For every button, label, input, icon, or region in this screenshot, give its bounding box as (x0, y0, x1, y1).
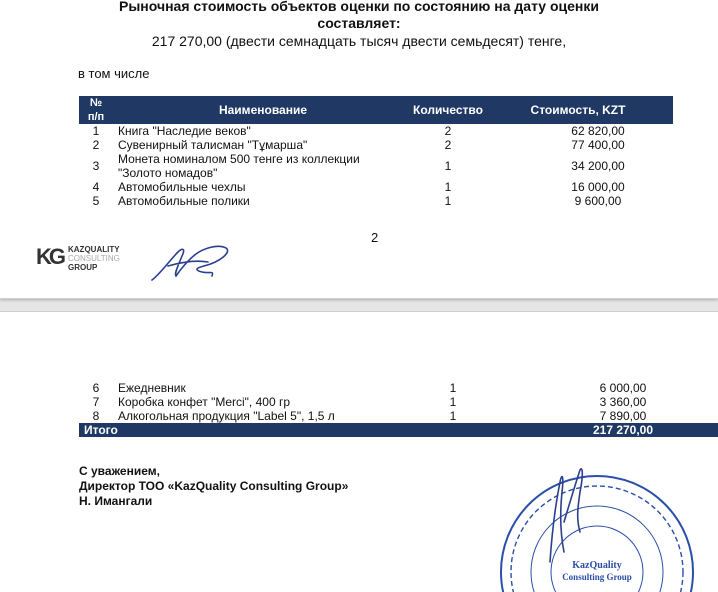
header-qty: Количество (413, 96, 483, 124)
row-qty: 1 (449, 395, 457, 409)
logo-text-line1: KAZQUALITY (68, 245, 120, 254)
table-row (79, 152, 673, 180)
row-num: 5 (92, 194, 100, 208)
director-signature (530, 462, 600, 572)
handwritten-signature (148, 240, 238, 285)
total-qty-empty (418, 423, 488, 437)
table-row (79, 138, 673, 152)
row-name: Книга "Наследие веков" (118, 124, 251, 138)
table-row (79, 180, 673, 194)
document-title-line2: составляет: (317, 15, 401, 31)
stamp-name-line2: Consulting Group (562, 572, 632, 582)
signature-block (79, 464, 348, 509)
stamp-name-line1: KazQuality (572, 560, 622, 571)
logo-mark: KG (36, 244, 63, 269)
table-row (79, 124, 673, 138)
row-num: 3 (92, 159, 100, 173)
company-logo (36, 244, 156, 274)
row-name: Автомобильные чехлы (118, 180, 246, 194)
director-line: Директор ТОО «KazQuality Consulting Group» (79, 479, 349, 493)
total-row (79, 423, 718, 437)
row-name: Коробка конфет "Merci", 400 гр (118, 395, 290, 409)
total-value: 217 270,00 (488, 423, 718, 437)
row-num: 6 (92, 381, 100, 395)
row-num: 8 (92, 409, 100, 423)
row-name: Автомобильные полики (118, 194, 250, 208)
table-row (79, 409, 718, 423)
director-name: Н. Имангали (79, 494, 153, 508)
items-table (79, 96, 673, 208)
table-header-row (79, 96, 673, 124)
row-name: Ежедневник (118, 381, 186, 395)
logo-text-line2: CONSULTING (68, 254, 120, 263)
row-num: 4 (92, 180, 100, 194)
header-name: Наименование (113, 96, 413, 124)
row-qty: 2 (444, 138, 452, 152)
logo-text-line3: GROUP (68, 263, 98, 272)
row-cost: 62 820,00 (571, 124, 625, 138)
document-page-2 (0, 311, 718, 592)
items-table-continued (79, 381, 718, 437)
row-name: Алкогольная продукция "Label 5", 1,5 л (118, 409, 335, 423)
regards-line: С уважением, (79, 464, 160, 478)
row-qty: 1 (444, 180, 452, 194)
row-cost: 3 360,00 (599, 395, 647, 409)
header-num (79, 96, 113, 124)
row-num: 2 (92, 138, 100, 152)
page-number: 2 (371, 230, 379, 245)
total-amount-text: 217 270,00 (двести семнадцать тысяч двести семьдесят) тенге, (151, 33, 567, 49)
row-name: Сувенирный талисман "Тұмарша" (118, 138, 308, 152)
header-cost: Стоимость, KZT (483, 96, 673, 124)
table-row (79, 381, 718, 395)
row-num: 1 (92, 124, 100, 138)
total-label: Итого (79, 423, 418, 437)
header-num-line2: п/п (87, 111, 105, 123)
row-cost: 9 600,00 (574, 194, 622, 208)
row-cost: 6 000,00 (599, 381, 647, 395)
table-row (79, 194, 673, 208)
row-cost: 16 000,00 (571, 180, 625, 194)
row-qty: 1 (444, 194, 452, 208)
row-qty: 2 (444, 124, 452, 138)
row-cost: 7 890,00 (599, 409, 647, 423)
row-qty: 1 (449, 381, 457, 395)
row-qty: 1 (449, 409, 457, 423)
including-label: в том числе (78, 66, 150, 81)
document-title-line1: Рыночная стоимость объектов оценки по состоянию на дату оценки (119, 0, 599, 14)
row-num: 7 (92, 395, 100, 409)
row-cost: 77 400,00 (571, 138, 625, 152)
row-qty: 1 (444, 159, 452, 173)
table-row (79, 395, 718, 409)
row-cost: 34 200,00 (571, 159, 625, 173)
header-num-line1: № (89, 97, 103, 109)
row-name: Монета номиналом 500 тенге из коллекции "Золото номадов" (118, 152, 360, 180)
